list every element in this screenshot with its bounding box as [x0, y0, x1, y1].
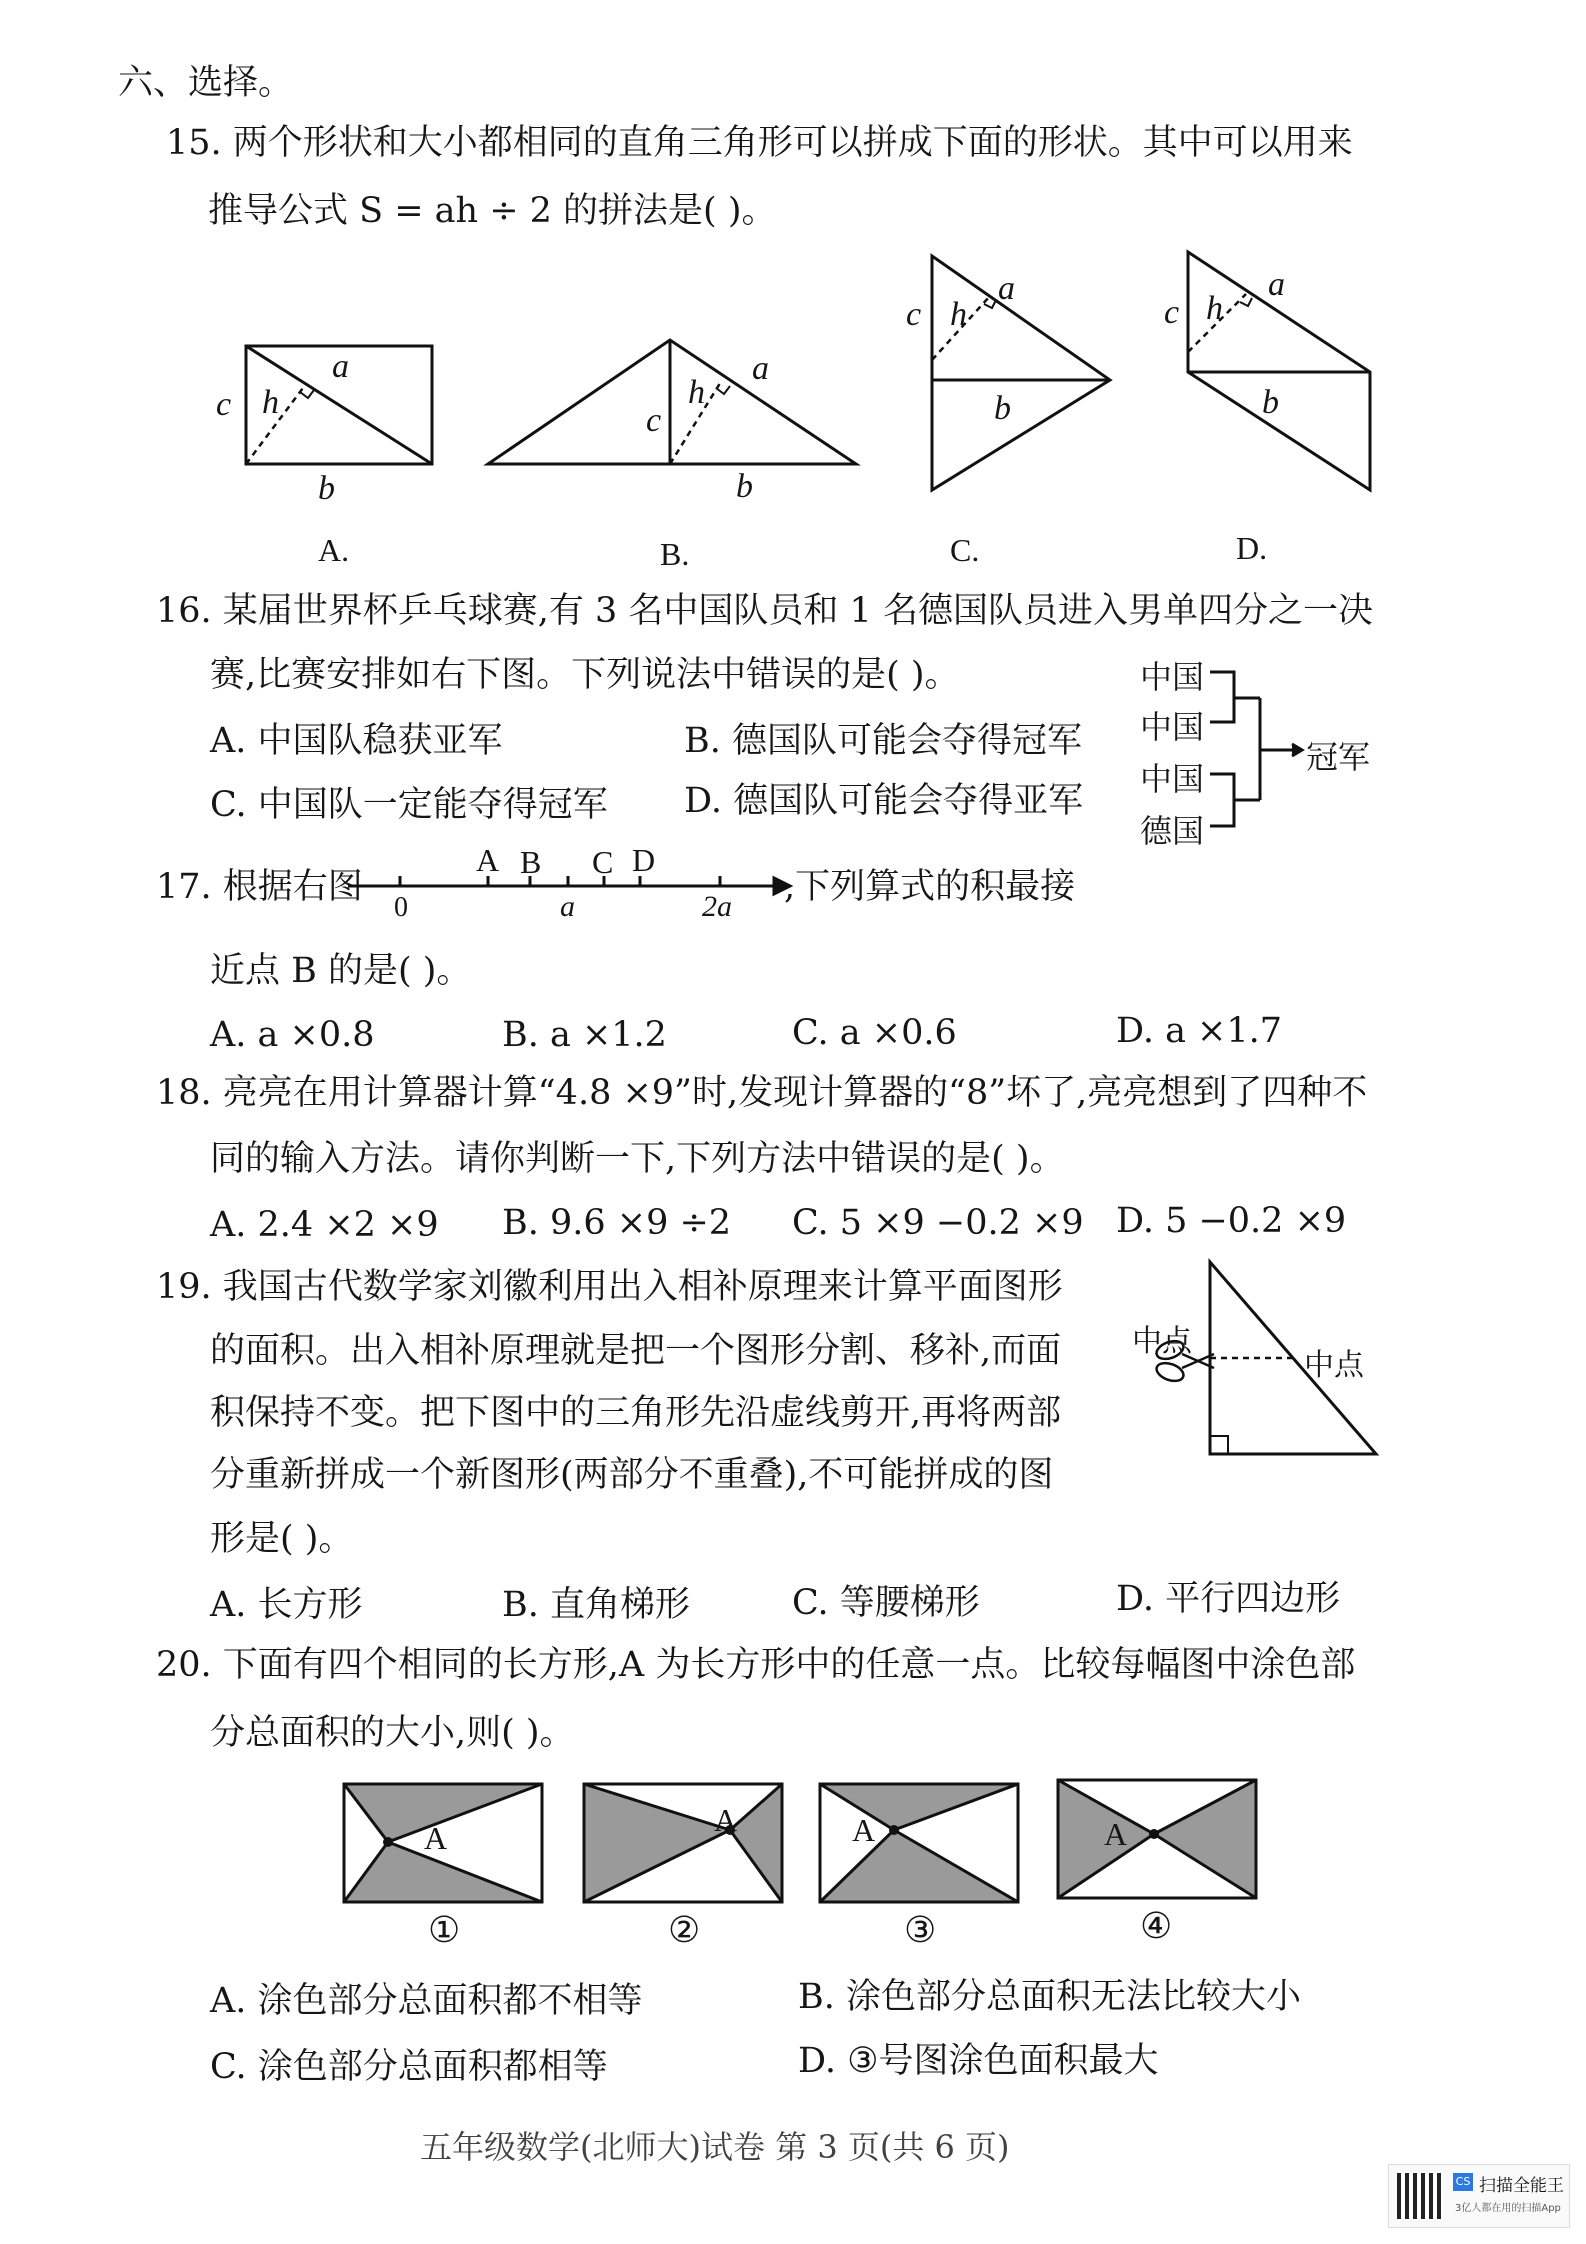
q16-text-line2: 赛,比赛安排如右下图。下列说法中错误的是( )。: [210, 655, 960, 695]
q19-text-line5: 形是( )。: [210, 1519, 354, 1559]
q18-option-c: C. 5 ×9 −0.2 ×9: [792, 1203, 1084, 1243]
q19-option-b: B. 直角梯形: [502, 1585, 690, 1625]
q15-text-line2: 推导公式 S = ah ÷ 2 的拼法是( )。: [208, 191, 777, 231]
q19-midpoint-left: 中点: [1132, 1324, 1192, 1359]
q20-text-line1: 20. 下面有四个相同的长方形,A 为长方形中的任意一点。比较每幅图中涂色部: [156, 1645, 1356, 1685]
q16-team-2: 中国: [1140, 708, 1205, 746]
q20-option-c: C. 涂色部分总面积都相等: [210, 2047, 608, 2087]
q19-option-a: A. 长方形: [210, 1585, 363, 1625]
q15b-label-h: h: [688, 374, 705, 411]
q20-option-b: B. 涂色部分总面积无法比较大小: [798, 1977, 1301, 2017]
point-a-dot-1: [383, 1837, 393, 1847]
q15-option-c: C.: [950, 532, 980, 568]
q18-option-a: A. 2.4 ×2 ×9: [210, 1205, 439, 1245]
q19-option-d: D. 平行四边形: [1116, 1579, 1341, 1619]
q18-text-line2: 同的输入方法。请你判断一下,下列方法中错误的是( )。: [210, 1139, 1065, 1179]
shaded-top-3: [820, 1784, 1018, 1830]
q17-option-b: B. a ×1.2: [502, 1015, 667, 1055]
q15b-label-b: b: [736, 468, 753, 505]
q15-option-a: A.: [318, 532, 350, 568]
q16-team-4: 德国: [1140, 812, 1205, 850]
qr-code-icon: [1397, 2173, 1443, 2219]
q17-suffix: ,下列算式的积最接: [784, 867, 1076, 907]
q19-midpoint-right: 中点: [1304, 1348, 1364, 1383]
q16-option-b: B. 德国队可能会夺得冠军: [684, 721, 1082, 761]
q17-tick-0: 0: [394, 892, 408, 923]
q17-point-c: C: [592, 844, 614, 880]
q17-option-d: D. a ×1.7: [1116, 1011, 1283, 1051]
q20-figure-number-3: ③: [904, 1910, 937, 1951]
q19-option-c: C. 等腰梯形: [792, 1583, 980, 1623]
q17-prefix: 17. 根据右图: [156, 867, 363, 907]
q17-option-a: A. a ×0.8: [210, 1015, 375, 1055]
q15-option-d: D.: [1236, 530, 1268, 566]
q20-point-label-2: A: [714, 1802, 738, 1838]
q15a-label-c: c: [216, 386, 232, 423]
q16-text-line1: 16. 某届世界杯乒乓球赛,有 3 名中国队员和 1 名德国队员进入男单四分之一决: [156, 591, 1373, 631]
q20-rect-3: [820, 1784, 1018, 1902]
q20-point-label-4: A: [1104, 1816, 1128, 1852]
q20-option-a: A. 涂色部分总面积都不相等: [210, 1981, 643, 2021]
q20-figure-number-1: ①: [428, 1910, 461, 1951]
q19-text-line3: 积保持不变。把下图中的三角形先沿虚线剪开,再将两部: [210, 1393, 1062, 1433]
q15d-label-c: c: [1164, 294, 1180, 331]
q20-point-label-1: A: [424, 1820, 448, 1856]
scanner-tagline: 3亿人都在用的扫描App: [1455, 2203, 1561, 2214]
q16-team-3: 中国: [1140, 760, 1205, 798]
q15c-label-b: b: [994, 390, 1011, 427]
scanner-app-name: 扫描全能王: [1479, 2176, 1564, 2196]
q20-point-label-3: A: [852, 1812, 876, 1848]
q20-figure-number-2: ②: [668, 1910, 701, 1951]
q18-text-line1: 18. 亮亮在用计算器计算“4.8 ×9”时,发现计算器的“8”坏了,亮亮想到了四种不: [156, 1073, 1368, 1113]
q17-point-b: B: [520, 844, 542, 880]
q16-option-a: A. 中国队稳获亚军: [210, 721, 503, 761]
q17-tick-2a: 2a: [702, 890, 732, 923]
q20-figure-number-4: ④: [1140, 1906, 1173, 1947]
q17-point-d: D: [632, 842, 656, 878]
shaded-right-4: [1154, 1780, 1256, 1898]
q17-option-c: C. a ×0.6: [792, 1013, 957, 1053]
q18-option-d: D. 5 −0.2 ×9: [1116, 1201, 1347, 1241]
cs-logo-icon: CS: [1453, 2173, 1473, 2191]
q15d-label-b: b: [1262, 384, 1279, 421]
q15d-label-h: h: [1206, 290, 1223, 327]
q16-option-d: D. 德国队可能会夺得亚军: [684, 781, 1084, 821]
q16-team-1: 中国: [1140, 658, 1205, 696]
q15b-label-c: c: [646, 402, 662, 439]
q15a-label-b: b: [318, 470, 335, 507]
q15-option-b: B.: [660, 536, 690, 572]
q20-text-line2: 分总面积的大小,则( )。: [210, 1713, 575, 1753]
q17-point-a: A: [476, 842, 500, 878]
q15c-label-a: a: [998, 270, 1015, 307]
q19-text-line4: 分重新拼成一个新图形(两部分不重叠),不可能拼成的图: [210, 1455, 1054, 1495]
q15a-label-h: h: [262, 384, 279, 421]
point-a-dot-4: [1149, 1829, 1159, 1839]
q19-text-line1: 19. 我国古代数学家刘徽利用出入相补原理来计算平面图形: [156, 1267, 1063, 1307]
q17-tick-a: a: [560, 890, 575, 923]
q15-text-line1: 15. 两个形状和大小都相同的直角三角形可以拼成下面的形状。其中可以用来: [166, 123, 1353, 163]
q15c-label-c: c: [906, 296, 922, 333]
q18-option-b: B. 9.6 ×9 ÷2: [502, 1203, 732, 1243]
q19-text-line2: 的面积。出入相补原理就是把一个图形分割、移补,而面: [210, 1331, 1062, 1371]
shaded-left-2: [584, 1784, 730, 1902]
q16-option-c: C. 中国队一定能夺得冠军: [210, 785, 608, 825]
q15b-label-a: a: [752, 350, 769, 387]
point-a-dot-3: [889, 1825, 899, 1835]
q15d-label-a: a: [1268, 266, 1285, 303]
shaded-bottom-3: [820, 1830, 1018, 1902]
page-footer: 五年级数学(北师大)试卷 第 3 页(共 6 页): [420, 2128, 1010, 2166]
section-title: 六、选择。: [118, 63, 294, 103]
q20-option-d: D. ③号图涂色面积最大: [798, 2041, 1159, 2081]
q15c-label-h: h: [950, 296, 967, 333]
q20-rect-2: [584, 1784, 782, 1902]
scanner-watermark: [1388, 2164, 1570, 2228]
q20-rect-4: [1058, 1780, 1256, 1898]
q16-champion-label: 冠军: [1306, 738, 1371, 776]
q17-text-line2: 近点 B 的是( )。: [210, 951, 472, 991]
q15a-label-a: a: [332, 348, 349, 385]
